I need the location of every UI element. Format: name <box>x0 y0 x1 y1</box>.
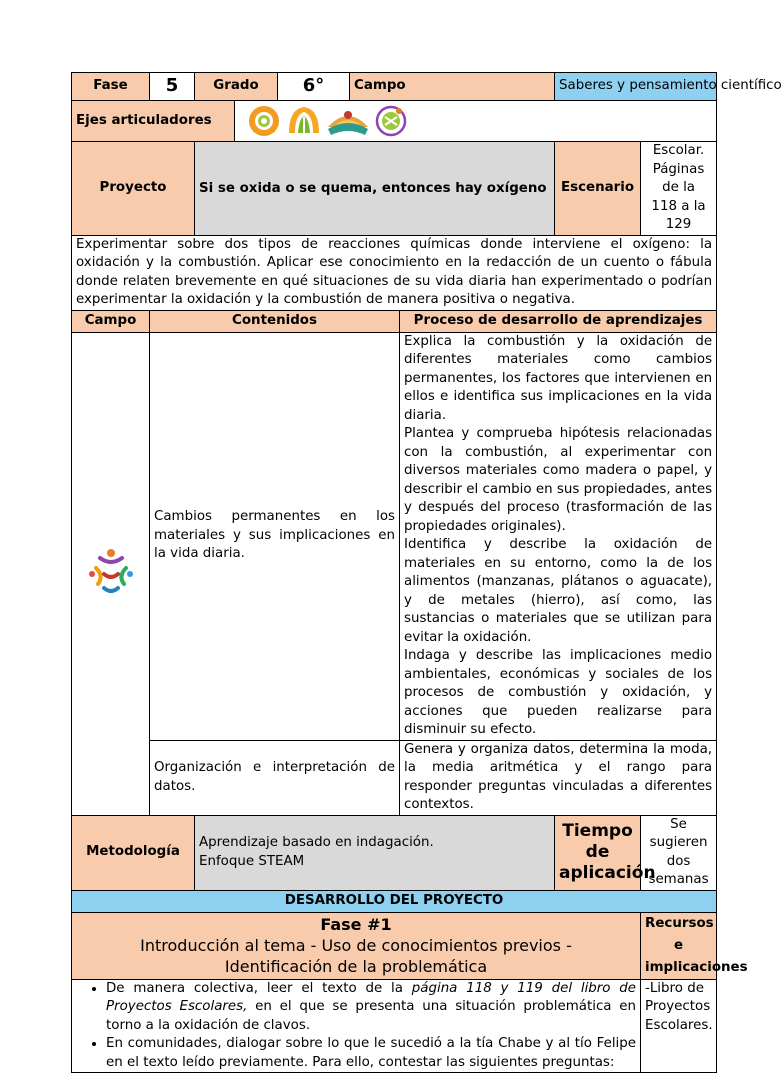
interculturalidad-icon <box>285 103 323 139</box>
fase1-header <box>72 912 641 979</box>
tiempo-label-line-1: Tiempo de <box>562 821 633 862</box>
grado-label: Grado <box>195 73 278 101</box>
activity-1-italic: página 118 y 119 del libro de Proyectos Escolares, <box>106 980 637 1014</box>
escenario-label: Escenario <box>555 142 641 236</box>
activity-2: • En comunidades, dialogar sobre lo que le sucedió a la tía Chabe y al tío Felipe en el texto leído previamente. Para ello, contestar las siguientes preguntas: <box>106 1035 636 1072</box>
tiempo-value-line-1: Se sugieren dos <box>649 816 708 869</box>
recursos-header-line-1: Recursos e <box>645 915 714 953</box>
proceso-1-1: Explica la combustión y la oxidación de diferentes materiales como cambios permanentes, los factores que intervienen en ellos e identifica sus implicaciones en la vida diaria. <box>404 333 713 423</box>
recursos-value-line-1: -Libro de Proyectos <box>645 980 711 1014</box>
ejes-icons-cell <box>235 101 717 142</box>
col-contenidos-header: Contenidos <box>150 310 400 332</box>
desarrollo-title: DESARROLLO DEL PROYECTO <box>72 890 717 912</box>
activity-1 <box>106 980 636 1036</box>
fase-value: 5 <box>150 73 195 101</box>
metodologia-line-1: Aprendizaje basado en indagación. <box>199 835 434 850</box>
campo-value: Saberes y pensamiento científico <box>555 73 717 101</box>
escenario-line-2: Páginas de la <box>652 161 705 195</box>
ejes-icons <box>245 103 409 139</box>
col-proceso-header: Proceso de desarrollo de aprendizajes <box>400 310 717 332</box>
proceso-1-4: Indaga y describe las implicaciones medio ambientales, económicas y sociales de los procesos de combustión y oxidación, y acciones que pueden realizarse para disminuir su efecto. <box>404 648 713 737</box>
tiempo-value <box>641 815 717 890</box>
campo-label-text: Campo <box>354 78 406 94</box>
project-description: Experimentar sobre dos tipos de reacciones químicas donde interviene el oxígeno: la oxidación y la combustión. Aplicar ese conocimiento en la redacción de un cuento o fábula donde relaten brevemente en qué situaciones de su vida diaria han experimentado o podrían experimentar la oxidación y la combustión de manera positiva o negativa. <box>72 235 717 310</box>
tiempo-value-line-2: semanas <box>648 872 709 887</box>
fase1-subtitle-1: Introducción al tema - Uso de conocimientos previos - <box>140 936 572 955</box>
activities-list <box>76 980 636 1073</box>
fase-label: Fase <box>72 73 150 101</box>
tiempo-label <box>555 815 656 890</box>
proceso-cell-1 <box>400 332 717 740</box>
proyecto-label: Proyecto <box>72 142 195 236</box>
recursos-header-line-2: implicaciones <box>645 959 748 975</box>
tiempo-label-line-2: aplicación <box>559 863 656 883</box>
fase1-subtitle-2: Identificación de la problemática <box>224 957 488 976</box>
recursos-value <box>641 979 717 1073</box>
proceso-1-3: Identifica y describe la oxidación de materiales en su entorno, como la de los alimentos (manzanas, plátanos o aguacate), y de metales (hierro), así como, las sustancias o materiales que se utilizan para evitar la oxidación. <box>404 537 713 645</box>
recursos-header <box>641 912 748 979</box>
escenario-value <box>641 142 717 236</box>
proceso-2-1: Genera y organiza datos, determina la moda, la media aritmética y el rango para responder preguntas vinculadas a diferentes contextos. <box>404 741 713 812</box>
proceso-cell-2 <box>400 740 717 815</box>
activity-1-pre: De manera colectiva, leer el texto de la <box>106 980 412 996</box>
contenido-2: Organización e interpretación de datos. <box>150 740 400 815</box>
pensamiento-critico-icon <box>373 103 409 139</box>
metodologia-value <box>195 815 555 890</box>
fase1-title: Fase #1 <box>320 915 392 934</box>
campo-icon-cell <box>72 332 150 815</box>
escenario-line-3: 118 a la 129 <box>651 198 706 232</box>
contenido-1: Cambios permanentes en los materiales y sus implicaciones en la vida diaria. <box>150 332 400 740</box>
proyecto-title: Si se oxida o se quema, entonces hay oxígeno <box>195 142 555 236</box>
metodologia-label: Metodología <box>72 815 195 890</box>
proceso-1-2: Plantea y comprueba hipótesis relacionadas con la combustión, al experimentar con diversos materiales como madera o papel, y describir el cambio en sus propiedades, antes y después del proceso (trasformación de las propiedades originales). <box>404 426 713 534</box>
escenario-line-1: Escolar. <box>652 143 705 158</box>
campo-label <box>350 73 555 101</box>
inclusion-icon <box>245 103 283 139</box>
metodologia-line-2: Enfoque STEAM <box>199 853 305 869</box>
activity-1-post: en el que se presenta una situación problemática en torno a la oxidación de clavos. <box>106 999 637 1033</box>
fase1-activities <box>72 979 641 1073</box>
grado-value: 6° <box>278 73 350 101</box>
recursos-value-line-2: Escolares. <box>645 1017 713 1033</box>
ejes-label: Ejes articuladores <box>72 101 235 142</box>
planning-table <box>71 72 782 1073</box>
col-campo-header: Campo <box>72 310 150 332</box>
vida-saludable-icon <box>325 103 371 139</box>
saberes-campo-icon <box>86 544 136 596</box>
